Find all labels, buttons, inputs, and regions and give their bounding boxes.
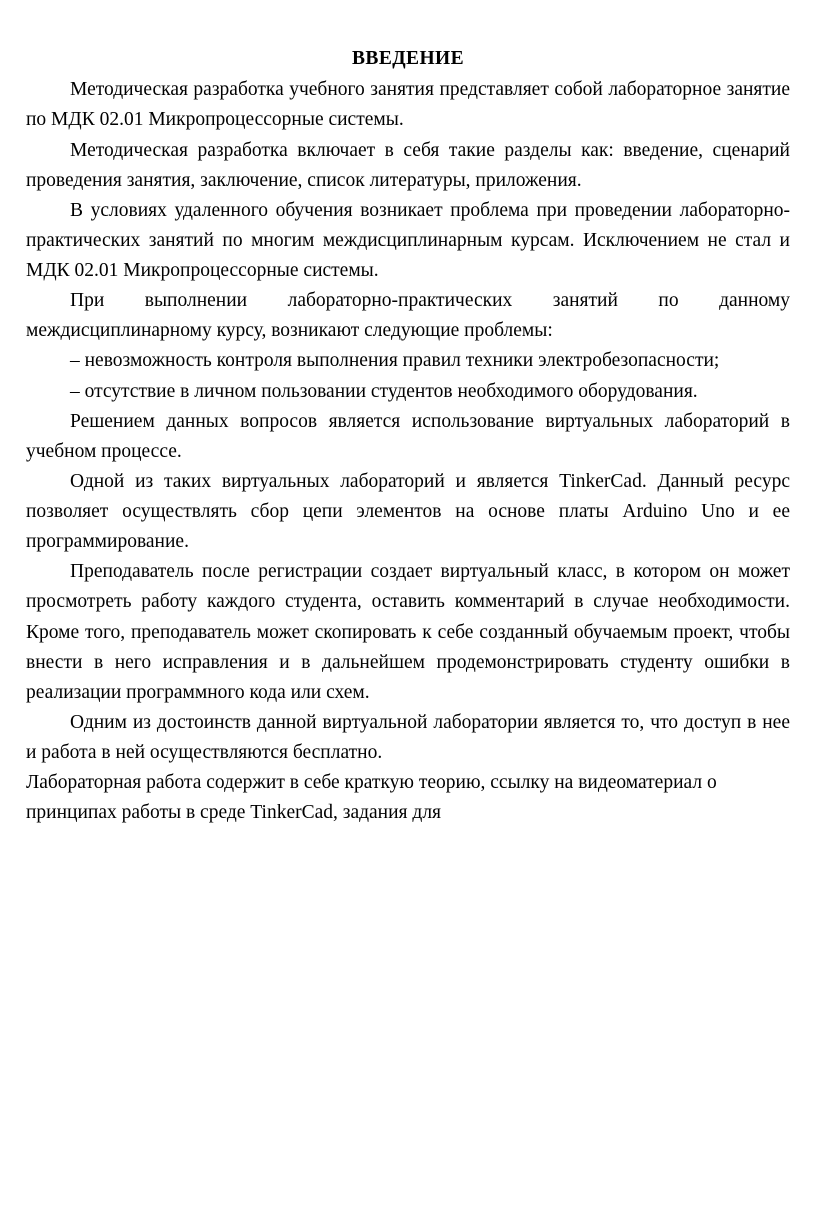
paragraph-4: При выполнении лабораторно-практических занятий по данному междисциплинарному курсу, возникают следующие проблемы: xyxy=(26,290,790,342)
paragraph-8: Одним из достоинств данной виртуальной лаборатории является то, что доступ в нее и работа в ней осуществляются бесплатно. xyxy=(26,711,790,763)
paragraph-7: Преподаватель после регистрации создает виртуальный класс, в котором он может просмотреть работу каждого студента, оставить комментарий в случае необходимости. Кроме того, преподаватель может скопировать к себе созданный обучаемым проект, чтобы внести в него исправления и в дальнейшем продемонстрировать студенту ошибки в реализации программного кода или схем. xyxy=(26,561,790,703)
list-item-1: – невозможность контроля выполнения правил техники электробезопасности; xyxy=(70,350,720,372)
list-item-2: – отсутствие в личном пользовании студентов необходимого оборудования. xyxy=(70,380,698,402)
paragraph-9: Лабораторная работа содержит в себе краткую теорию, ссылку на видеоматериал о принципах работы в среде TinkerCad, задания для xyxy=(26,772,717,824)
paragraph-2: Методическая разработка включает в себя такие разделы как: введение, сценарий проведения занятия, заключение, список литературы, приложения. xyxy=(26,139,790,191)
paragraph-5: Решением данных вопросов является использование виртуальных лабораторий в учебном процессе. xyxy=(26,410,790,462)
paragraph-6: Одной из таких виртуальных лабораторий и является TinkerCad. Данный ресурс позволяет осуществлять сбор цепи элементов на основе платы Arduino Uno и ее программирование. xyxy=(26,470,790,553)
page-title: ВВЕДЕНИЕ xyxy=(352,48,464,69)
paragraph-3: В условиях удаленного обучения возникает проблема при проведении лабораторно-практических занятий по многим междисциплинарным курсам. Исключением не стал и МДК 02.01 Микропроцессорные системы. xyxy=(26,199,790,281)
paragraph-1: Методическая разработка учебного занятия представляет собой лабораторное занятие по МДК 02.01 Микропроцессорные системы. xyxy=(26,79,790,131)
